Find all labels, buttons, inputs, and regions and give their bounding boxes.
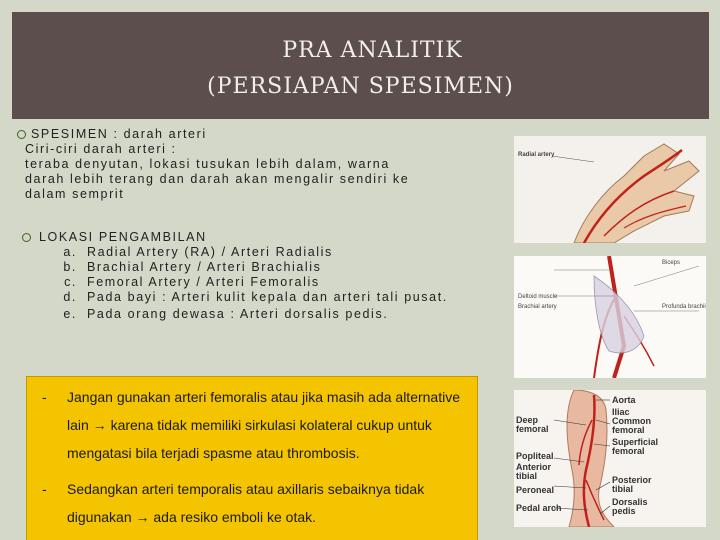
specimen-line: Ciri-ciri darah arteri :	[25, 142, 177, 156]
img2-label: Brachial artery	[518, 304, 557, 310]
specimen-section	[17, 127, 477, 202]
img2-label: Profunda brachii	[662, 304, 706, 310]
img3-label: Dorsalis pedis	[612, 497, 648, 516]
list-item-text: Radial Artery (RA) / Arteri Radialis	[87, 245, 333, 259]
img2-label: Deltoid muscle	[518, 294, 558, 300]
title-bar	[12, 12, 709, 119]
img3-label: Popliteal	[516, 451, 554, 461]
list-item-text: Pada bayi : Arteri kulit kepala dan arteri tali pusat.	[87, 290, 448, 304]
list-item-text: Brachial Artery / Arteri Brachialis	[87, 260, 322, 274]
img3-label: Posterior tibial	[612, 475, 652, 494]
radial-artery-label: Radial artery	[518, 152, 555, 158]
list-item	[17, 245, 477, 260]
specimen-line: dalam semprit	[25, 187, 125, 201]
list-item	[17, 307, 477, 322]
leg-artery-illustration	[514, 390, 706, 527]
slide-title-line2: (PERSIAPAN SPESIMEN)	[207, 74, 514, 99]
circle-bullet-icon	[22, 233, 31, 242]
img2-label: Biceps	[662, 260, 681, 266]
note-dash: -	[42, 389, 47, 405]
img3-label: Superficial femoral	[612, 437, 659, 456]
warning-note-box	[26, 376, 478, 540]
location-section	[17, 230, 477, 322]
list-marker: e.	[63, 307, 77, 321]
specimen-line: teraba denyutan, lokasi tusukan lebih dalam, warna	[25, 157, 390, 171]
list-item	[17, 260, 477, 275]
location-heading: LOKASI PENGAMBILAN	[39, 230, 207, 244]
list-marker: d.	[63, 290, 77, 304]
list-item-text: Femoral Artery / Arteri Femoralis	[87, 275, 320, 289]
list-marker: b.	[63, 260, 77, 274]
img3-label: Iliac Common femoral	[612, 407, 651, 435]
note-text-temporal: Sedangkan arteri temporalis atau axillaris sebaiknya tidak digunakan → ada resiko emboli ke otak.	[67, 481, 425, 525]
brachial-artery-illustration	[514, 256, 706, 378]
circle-bullet-icon	[17, 130, 26, 139]
specimen-line: darah lebih terang dan darah akan mengalir sendiri ke	[25, 172, 410, 186]
list-item	[17, 275, 477, 290]
list-item	[17, 290, 477, 305]
list-item-text: Pada orang dewasa : Arteri dorsalis pedis.	[87, 307, 389, 321]
list-marker: c.	[64, 275, 77, 289]
slide-title-line1: PRA ANALITIK	[282, 38, 463, 63]
list-marker: a.	[63, 245, 77, 259]
img3-label: Aorta	[612, 395, 636, 405]
img3-label: Peroneal	[516, 485, 555, 495]
arm-artery-drawing	[514, 256, 706, 378]
img3-label: Deep femoral	[516, 415, 549, 434]
specimen-heading: SPESIMEN : darah arteri	[31, 127, 207, 141]
note-dash: -	[42, 481, 47, 497]
img3-label: Anterior tibial	[516, 462, 552, 481]
radial-artery-illustration	[514, 136, 706, 243]
img3-label: Pedal arch	[516, 503, 562, 513]
note-text-femoral: Jangan gunakan arteri femoralis atau jika masih ada alternative lain → karena tidak memiliki sirkulasi kolateral cukup untuk mengatasi bila terjadi spasme atau thrombosis.	[67, 389, 461, 461]
